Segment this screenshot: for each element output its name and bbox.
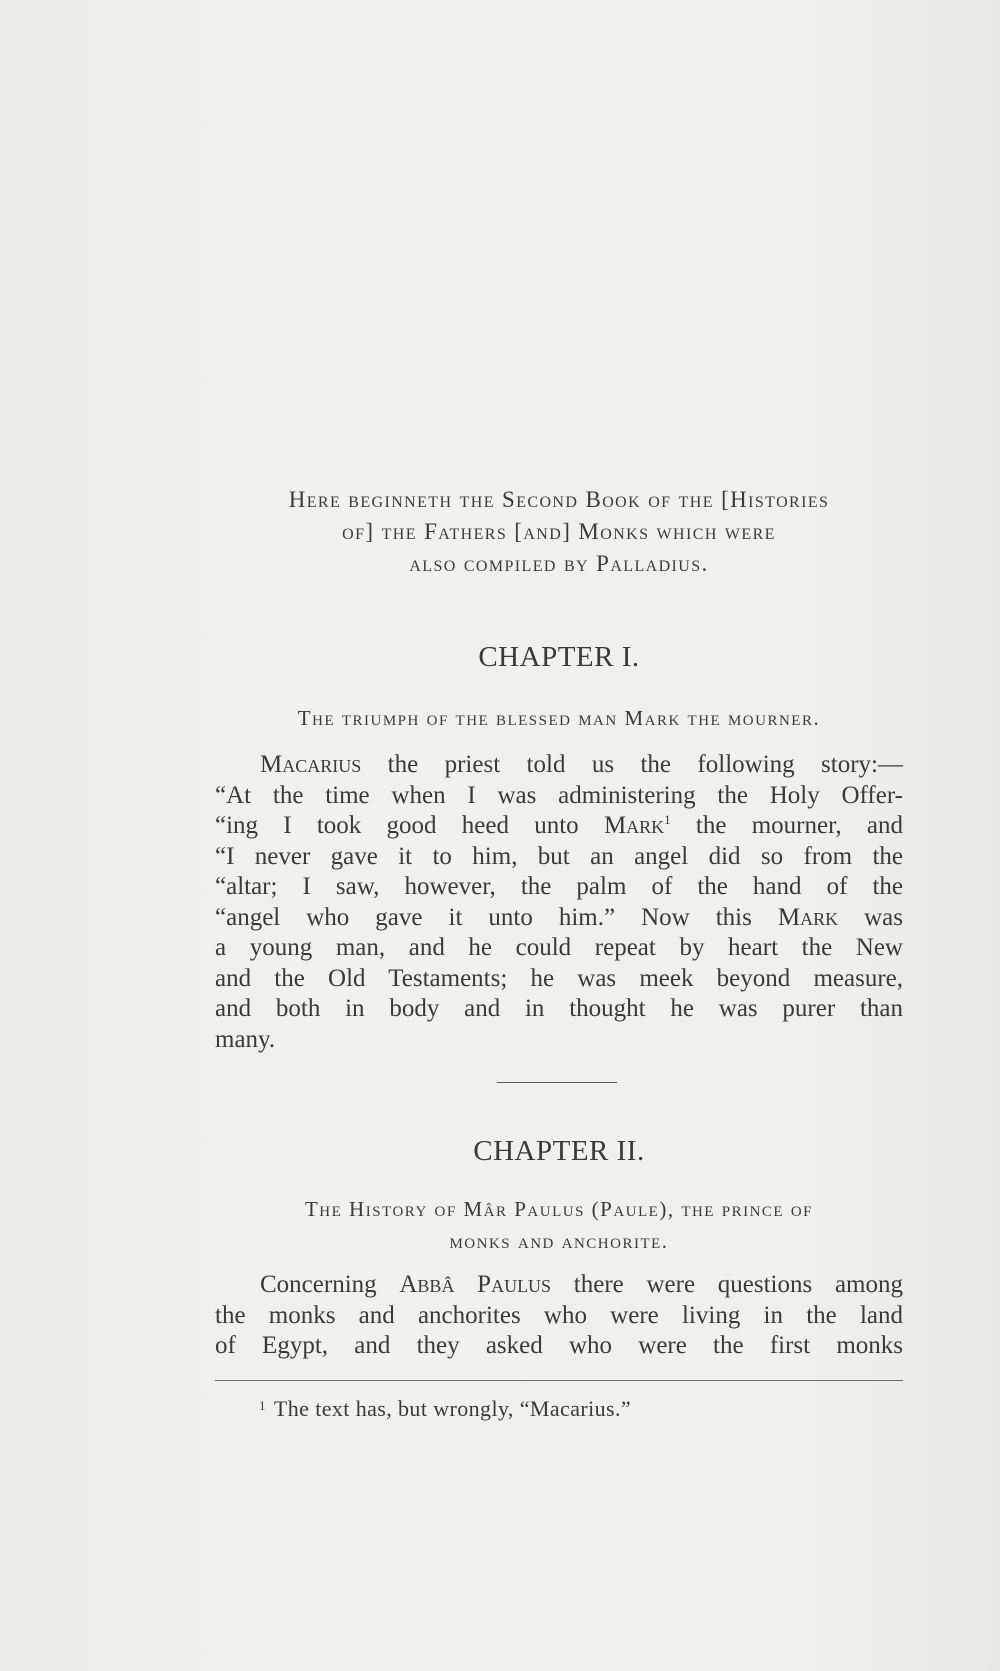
- heading-line-2: of] the Fathers [and] Monks which were: [342, 519, 776, 544]
- heading-line-3: also compiled by Palladius.: [409, 551, 709, 576]
- text-line: “At the time when I was administering the Holy Offer-: [215, 781, 903, 809]
- name-macarius: Macarius: [260, 751, 362, 778]
- name-abba-paulus: Abbâ Paulus: [399, 1271, 552, 1298]
- text-line: many.: [215, 1025, 276, 1053]
- chapter-2-subtitle: [215, 1193, 903, 1257]
- subtitle-line-2: monks and anchorite.: [449, 1229, 669, 1253]
- name-mark: Mark: [603, 812, 665, 839]
- text-line: Concerning Abbâ Paulus there were questions among: [260, 1271, 903, 1298]
- footnote-reference[interactable]: 1: [664, 812, 671, 827]
- subtitle-line-1: The History of Mâr Paulus (Paule), the prince of: [304, 1197, 813, 1221]
- footnote-text: The text has, but wrongly, “Macarius.”: [273, 1396, 632, 1421]
- text-line: of Egypt, and they asked who were the first monks: [215, 1332, 903, 1359]
- text-line: “angel who gave it unto him.” Now this Mark was: [215, 903, 903, 931]
- chapter-1-title: CHAPTER I.: [478, 641, 640, 673]
- heading-line-1: Here beginneth the Second Book of the [Histories: [288, 487, 830, 512]
- text-line: a young man, and he could repeat by heart the New: [215, 934, 903, 961]
- chapter-2-title: CHAPTER II.: [473, 1135, 645, 1167]
- section-divider: [497, 1082, 617, 1083]
- footnote: [259, 1396, 631, 1422]
- text-line: and the Old Testaments; he was meek beyond measure,: [215, 964, 903, 992]
- chapter-2-paragraph: [215, 1270, 903, 1362]
- chapter-1-paragraph: [215, 750, 903, 1055]
- footnote-mark: 1: [259, 1398, 266, 1413]
- text-line: and both in body and in thought he was purer than: [215, 995, 903, 1022]
- text-line: “ing I took good heed unto Mark$^1$ the mourner, and: [215, 812, 903, 839]
- book-heading: [215, 484, 903, 580]
- text-line: “I never gave it to him, but an angel did so from the: [215, 842, 903, 870]
- name-mark: Mark: [777, 903, 839, 931]
- text-line: Macarius the priest told us the following story:—: [260, 751, 903, 778]
- text-line: “altar; I saw, however, the palm of the hand of the: [215, 873, 903, 900]
- footnote-rule: [215, 1380, 903, 1381]
- text-line: the monks and anchorites who were living in the land: [215, 1301, 903, 1329]
- chapter-1-subtitle: The triumph of the blessed man Mark the mourner.: [297, 706, 821, 730]
